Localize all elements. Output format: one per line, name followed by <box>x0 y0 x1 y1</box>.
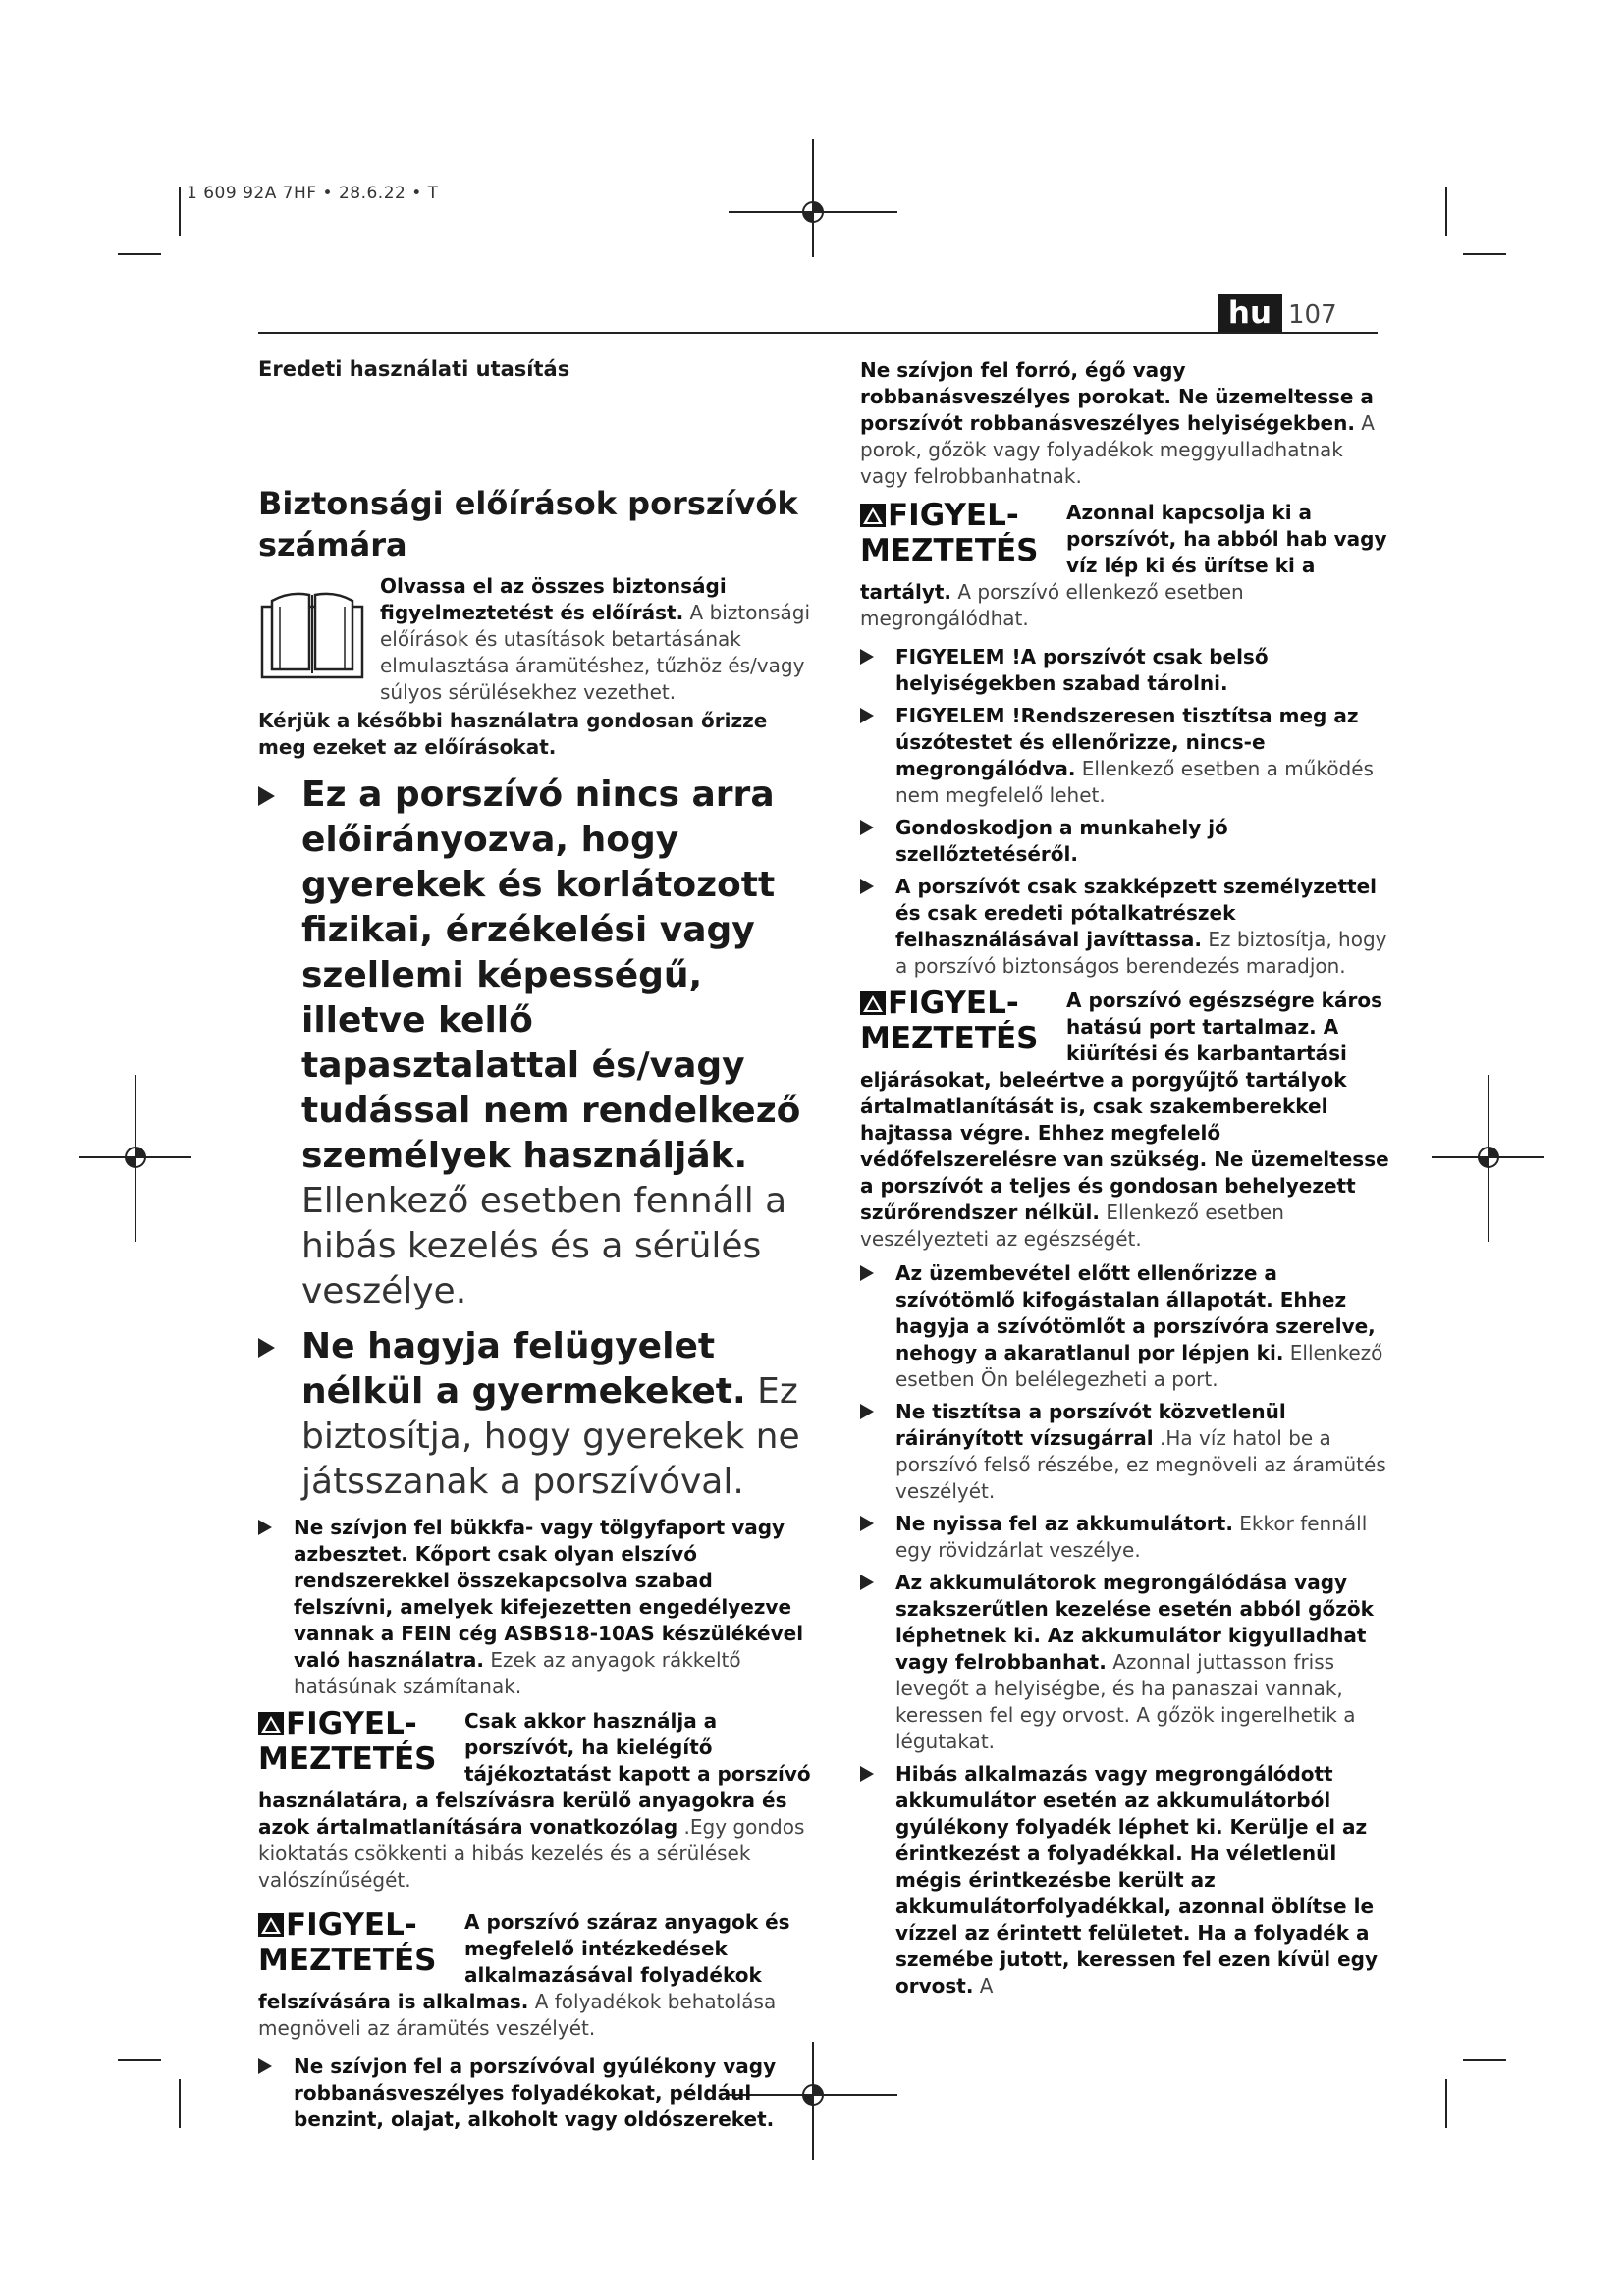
read-manual-icon <box>258 577 366 683</box>
intro-block <box>258 573 814 706</box>
warning-bold: Csak akkor használja a porszívót, ha kielégítő tájékoztatást kapott a porszívó használatára, a felszívásra kerülő anyagokra és azok ártalmatlanítására vonatkozólag <box>258 1709 811 1839</box>
bullet-battery-liquid <box>860 1761 1390 2000</box>
bullet-arrow-icon <box>860 708 874 723</box>
bullet-bold: A porszívót csak szakképzett személyzettel és csak eredeti pótalkatrészek felhasználásával javíttassa. <box>895 875 1378 951</box>
bullet-arrow-icon <box>860 1516 874 1531</box>
crop-mark-bl-v <box>179 2079 181 2128</box>
intro-bold: Olvassa el az összes biztonsági figyelmeztetést és előírást. <box>380 574 727 624</box>
bullet-text: Ekkor fennáll egy rövidzárlat veszélye. <box>895 1512 1368 1562</box>
bullet-bold: Hibás alkalmazás vagy megrongálódott akkumulátor esetén az akkumulátorból gyúlékony folyadék léphet ki. Kerülje el az érintkezést a folyadékkal. Ha véletlenül mégis érintkezésbe került az akkumulátorfolyadékkal, azonnal öblítse le vízzel az érintett felületet. Ha a folyadék a szemébe jutott, keressen fel ezen kívül egy orvost. <box>895 1762 1378 1998</box>
header-rule <box>258 332 1378 334</box>
hot-dust-paragraph <box>860 357 1390 490</box>
bullet-wood-dust <box>258 1515 814 1700</box>
bullet-arrow-icon <box>860 820 874 835</box>
bullet-arrow-icon <box>258 1520 272 1535</box>
warning-label: FIGYEL-MEZTETÉS <box>860 498 1039 568</box>
warning-bold: A porszívó egészségre káros hatású port tartalmaz. A kiürítési és karbantartási eljárásokat, beleértve a porgyűjtő tartályok ártalmatlanítását is, csak szakemberekkel hajtassa végre. Ehhez megfelelő védőfelszerelésre van szükség. Ne üzemeltesse a porszívót a teljes és gondosan behelyezett szűrőrendszer nélkül. <box>860 988 1389 1224</box>
intro-text: A biztonsági előírások és utasítások betartásának elmulasztása áramütéshez, tűzhöz és/vagy súlyos sérülésekhez vezethet. <box>380 601 811 704</box>
bullet-text: Ez biztosítja, hogy gyerekek ne játsszanak a porszívóval. <box>301 1371 800 1502</box>
right-column <box>860 357 1390 2005</box>
bullet-text: A <box>973 1974 994 1998</box>
bullet-arrow-icon <box>860 1575 874 1590</box>
bullet-bold: Ne hagyja felügyelet nélkül a gyermekeket. <box>301 1326 746 1412</box>
bullet-bold: FIGYELEM !A porszívót csak belső helyiségekben szabad tárolni. <box>895 645 1269 695</box>
bullet-hose-check <box>860 1260 1390 1393</box>
reg-line-left-v <box>135 1075 136 1242</box>
bullet-bold: Ez a porszívó nincs arra előirányozva, hogy gyerekek és korlátozott fizikai, érzékelési vagy szellemi képességű, illetve kellő tapasztalattal és/vagy tudással nem rendelkező személyek használják. <box>301 774 801 1176</box>
crop-mark-bl-h <box>118 2059 161 2061</box>
warning-text: .Egy gondos kioktatás csökkenti a hibás kezelés és a sérülések valószínűségét. <box>258 1815 805 1892</box>
page-number: 107 <box>1288 300 1337 330</box>
bullet-clean-float <box>860 703 1390 809</box>
warning-triangle-icon <box>860 504 886 527</box>
warning-block-harmful-dust <box>860 988 1390 1253</box>
bullet-bold: Az akkumulátorok megrongálódása vagy szakszerűtlen kezelése esetén abból gőzök léphetnek ki. Az akkumulátor kigyulladhat vagy felrobbanhat. <box>895 1571 1374 1674</box>
language-badge: hu <box>1218 294 1282 332</box>
keep-instructions: Kérjük a későbbi használatra gondosan őrizze meg ezeket az előírásokat. <box>258 709 768 759</box>
warning-bold: A porszívó száraz anyagok és megfelelő intézkedések alkalmazásával folyadékok felszívására is alkalmas. <box>258 1910 790 2013</box>
bullet-arrow-icon <box>860 649 874 665</box>
bullet-bold: Ne szívjon fel a porszívóval gyúlékony vagy robbanásveszélyes folyadékokat, például benzint, olajat, alkoholt vagy oldószereket. <box>294 2055 777 2131</box>
crop-mark-br-h <box>1463 2059 1506 2061</box>
warning-label: FIGYEL-MEZTETÉS <box>860 986 1039 1056</box>
bullet-indoor-storage <box>860 644 1390 697</box>
warning-block-instruction <box>258 1708 814 1894</box>
warning-text: A porszívó ellenkező esetben megrongálódhat. <box>860 580 1244 630</box>
document-subtitle: Eredeti használati utasítás <box>258 357 570 381</box>
bullet-arrow-icon <box>860 879 874 894</box>
crop-mark-tr-h <box>1463 253 1506 255</box>
warning-block-liquids <box>258 1909 814 2042</box>
print-slug: 1 609 92A 7HF • 28.6.22 • T <box>187 184 439 203</box>
warning-block-foam <box>860 500 1390 632</box>
bullet-text: Ezek az anyagok rákkeltő hatásúnak számítanak. <box>294 1648 741 1698</box>
reg-line-right-v <box>1488 1075 1489 1242</box>
warning-label: FIGYEL-MEZTETÉS <box>258 1706 437 1777</box>
bullet-arrow-icon <box>860 1265 874 1281</box>
crop-mark-br-v <box>1445 2079 1447 2128</box>
bullet-text: Ellenkező esetben fennáll a hibás kezelés és a sérülés veszélye. <box>301 1181 787 1311</box>
bullet-bold: Az üzembevétel előtt ellenőrizze a szívótömlő kifogástalan állapotát. Ehhez hagyja a szívótömlőt a porszívóra szerelve, nehogy a akaratlanul por lépjen ki. <box>895 1261 1376 1364</box>
bullet-text: Ellenkező esetben Ön belélegezheti a port. <box>895 1341 1383 1391</box>
bullet-open-battery <box>860 1511 1390 1564</box>
bullet-children-capabilities <box>258 773 814 1314</box>
warning-text: A folyadékok behatolása megnöveli az áramütés veszélyét. <box>258 1990 777 2040</box>
bullet-arrow-icon <box>258 786 275 806</box>
bullet-supervise-children <box>258 1324 814 1505</box>
page-title: Biztonsági előírások porszívók számára <box>258 485 798 563</box>
bullet-arrow-icon <box>258 2058 272 2074</box>
paragraph-bold: Ne szívjon fel forró, égő vagy robbanásveszélyes porokat. Ne üzemeltesse a porszívót robbanásveszélyes helyiségekben. <box>860 358 1374 435</box>
bullet-text: Ellenkező esetben a működés nem megfelelő lehet. <box>895 757 1374 807</box>
reg-line-top-v <box>812 139 814 257</box>
crop-mark-tr-v <box>1445 187 1447 236</box>
paragraph-text: A porok, gőzök vagy folyadékok meggyulladhatnak vagy felrobbanhatnak. <box>860 411 1375 488</box>
bullet-bold: FIGYELEM !Rendszeresen tisztítsa meg az úszótestet és ellenőrizze, nincs-e megrongálódva. <box>895 704 1359 780</box>
left-column <box>258 357 814 2139</box>
bullet-text: Ez biztosítja, hogy a porszívó biztonságos berendezés maradjon. <box>895 928 1387 978</box>
warning-triangle-icon <box>860 991 886 1015</box>
crop-mark-tl-h <box>118 253 161 255</box>
bullet-arrow-icon <box>860 1766 874 1782</box>
bullet-arrow-icon <box>860 1404 874 1419</box>
warning-label: FIGYEL-MEZTETÉS <box>258 1907 437 1978</box>
bullet-bold: Ne szívjon fel bükkfa- vagy tölgyfaport vagy azbesztet. Kőport csak olyan elszívó rendszerekkel összekapcsolva szabad felszívni, amelyek kifejezetten engedélyezve vannak a FEIN cég ASBS18-10AS készülékével való használatra. <box>294 1516 804 1672</box>
bullet-text: Azonnal juttasson friss levegőt a helyiségbe, és ha panaszai vannak, keressen fel egy orvost. A gőzök ingerelhetik a légutakat. <box>895 1650 1356 1753</box>
bullet-bold: Gondoskodjon a munkahely jó szellőztetéséről. <box>895 816 1228 866</box>
warning-triangle-icon <box>258 1712 284 1735</box>
bullet-arrow-icon <box>258 1338 275 1358</box>
bullet-text: .Ha víz hatol be a porszívó felső részébe, ez megnöveli az áramütés veszélyét. <box>895 1426 1386 1503</box>
bullet-water-jet <box>860 1399 1390 1505</box>
warning-bold: Azonnal kapcsolja ki a porszívót, ha abból hab vagy víz lép ki és ürítse ki a tartályt. <box>860 501 1387 604</box>
warning-text: Ellenkező esetben veszélyezteti az egészségét. <box>860 1201 1284 1251</box>
warning-triangle-icon <box>258 1913 284 1937</box>
bullet-bold: Ne tisztítsa a porszívót közvetlenül ráirányított vízsugárral <box>895 1400 1286 1450</box>
bullet-flammable-liquids <box>258 2054 814 2133</box>
bullet-ventilation <box>860 815 1390 868</box>
bullet-battery-fumes <box>860 1570 1390 1755</box>
bullet-bold: Ne nyissa fel az akkumulátort. <box>895 1512 1233 1535</box>
bullet-repair <box>860 874 1390 980</box>
crop-mark-tl-v <box>179 187 181 236</box>
